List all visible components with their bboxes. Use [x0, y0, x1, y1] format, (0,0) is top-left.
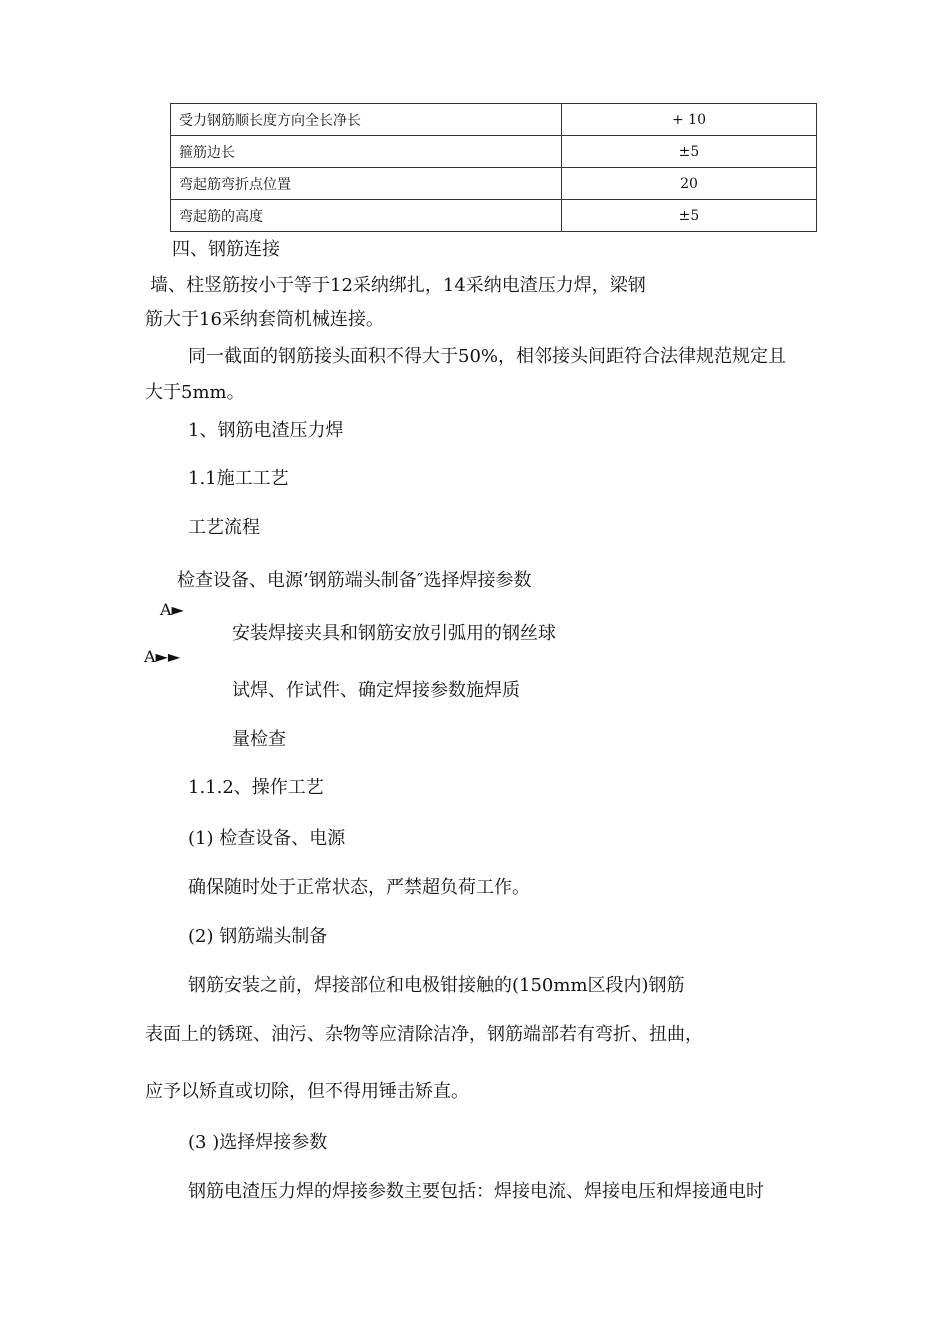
heading-level-3: 1.1.2、操作工艺: [188, 777, 324, 798]
table-cell-item: 弯起筋弯折点位置: [171, 168, 562, 200]
table-cell-value: ±5: [562, 136, 817, 168]
paragraph-line: 钢筋安装之前，焊接部位和电极钳接触的(150mm区段内)钢筋: [188, 975, 685, 996]
table-cell-value: 20: [562, 168, 817, 200]
heading-level-2: 1.1施工工艺: [188, 468, 289, 489]
table-cell-item: 箍筋边长: [171, 136, 562, 168]
paragraph-line: 筋大于16采纳套筒机械连接。: [145, 309, 384, 330]
paragraph-line: 应予以矫直或切除，但不得用锤击矫直。: [145, 1081, 469, 1102]
flow-line: 试焊、作试件、确定焊接参数施焊质: [232, 680, 520, 701]
flow-line: 安装焊接夹具和钢筋安放引弧用的钢丝球: [232, 623, 556, 644]
flow-title: 工艺流程: [188, 517, 260, 538]
flow-arrow: A►►: [144, 647, 181, 666]
table-row: [171, 136, 817, 168]
heading-level-1: 1、钢筋电渣压力焊: [188, 420, 344, 441]
section-heading: 四、钢筋连接: [172, 239, 280, 260]
paragraph-line: 表面上的锈斑、油污、杂物等应清除洁净，钢筋端部若有弯折、扭曲，: [145, 1024, 703, 1045]
step-title: (2) 钢筋端头制备: [188, 926, 328, 947]
table-cell-value: + 10: [562, 104, 817, 136]
table-cell-item: 受力钢筋顺长度方向全长净长: [171, 104, 562, 136]
flow-line: 量检查: [232, 729, 286, 750]
table-row: [171, 200, 817, 232]
paragraph-line: 钢筋电渣压力焊的焊接参数主要包括：焊接电流、焊接电压和焊接通电时: [188, 1181, 764, 1202]
table-cell-item: 弯起筋的高度: [171, 200, 562, 232]
paragraph-line: 同一截面的钢筋接头面积不得大于50%，相邻接头间距符合法律规范规定且: [188, 346, 787, 367]
step-title: (3 )选择焊接参数: [188, 1132, 328, 1153]
flow-line: 检查设备、电源’钢筋端头制备″选择焊接参数: [177, 570, 532, 591]
table-row: [171, 104, 817, 136]
tolerance-table: [170, 103, 817, 232]
paragraph-line: 确保随时处于正常状态，严禁超负荷工作。: [188, 877, 530, 898]
paragraph-line: 墙、柱竖筋按小于等于12采纳绑扎，14采纳电渣压力焊，梁钢: [150, 275, 646, 296]
table-cell-value: ±5: [562, 200, 817, 232]
table-row: [171, 168, 817, 200]
step-title: (1) 检查设备、电源: [188, 828, 346, 849]
paragraph-line: 大于5mm。: [145, 382, 245, 403]
flow-arrow: A►: [160, 600, 184, 619]
